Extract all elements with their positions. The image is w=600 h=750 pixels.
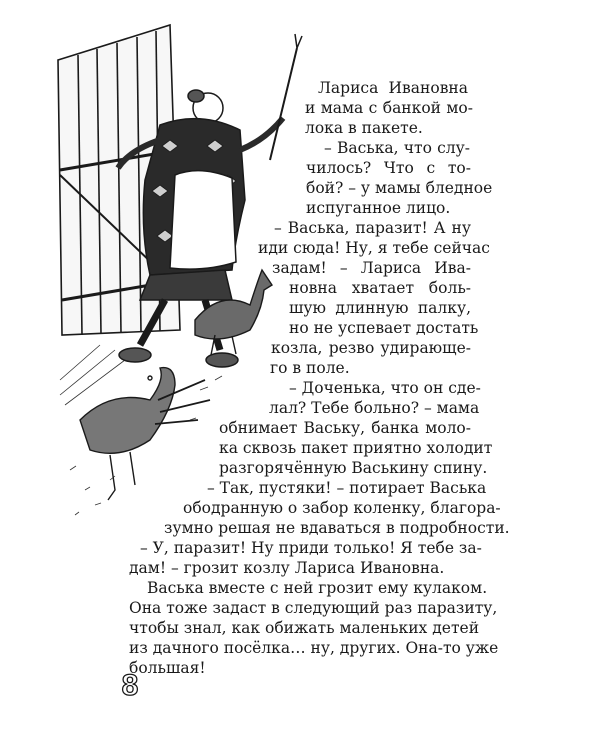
text-line: новна хватает боль- <box>289 279 471 297</box>
page-number-text: 8 <box>121 669 139 700</box>
gate-icon <box>58 25 180 335</box>
text-line: зумно решая не вдаваться в подробности. <box>164 519 510 537</box>
text-line: ка сквозь пакет приятно холодит <box>219 439 493 457</box>
text-line: Она тоже задаст в следующий раз паразиту, <box>129 599 498 617</box>
text-line: – Васька, паразит! А ну <box>274 219 471 237</box>
text-line: разгорячённую Васькину спину. <box>219 459 488 477</box>
text-line: – У, паразит! Ну приди только! Я тебе за- <box>140 539 482 557</box>
text-line: и мама с банкой мо- <box>305 99 473 117</box>
text-line: лока в пакете. <box>305 119 423 137</box>
text-line: задам! – Лариса Ива- <box>272 259 471 277</box>
woman-icon <box>118 34 302 367</box>
text-line: – Так, пустяки! – потирает Васька <box>207 479 487 497</box>
text-line: дам! – грозит козлу Лариса Ивановна. <box>129 559 445 577</box>
text-line: го в поле. <box>270 359 350 377</box>
goose-icon <box>195 270 272 355</box>
text-line: ободранную о забор коленку, благора- <box>183 499 501 517</box>
text-line: – Васька, что слу- <box>324 139 470 157</box>
text-line: бой? – у мамы бледное <box>306 179 493 197</box>
rooster-icon <box>80 368 210 500</box>
text-line: но не успевает достать <box>289 319 479 337</box>
text-line: козла, резво удирающе- <box>271 339 471 357</box>
text-line: Васька вместе с ней грозит ему кулаком. <box>147 579 488 597</box>
ground-icon <box>60 345 222 515</box>
text-line: иди сюда! Ну, я тебе сейчас <box>258 239 490 257</box>
text-line: испуганное лицо. <box>306 199 451 217</box>
text-line: большая! <box>129 659 206 677</box>
text-line: шую длинную палку, <box>289 299 471 317</box>
text-line: чилось? Что с то- <box>306 159 471 177</box>
text-line: обнимает Ваську, банка моло- <box>219 419 471 437</box>
text-line: из дачного посёлка… ну, других. Она-то уже <box>129 639 499 657</box>
text-line: чтобы знал, как обижать маленьких детей <box>129 619 480 637</box>
text-line: лал? Тебе больно? – мама <box>269 399 480 417</box>
page-number <box>118 668 142 700</box>
text-line: Лариса Ивановна <box>318 79 468 97</box>
text-line: – Доченька, что он сде- <box>289 379 481 397</box>
